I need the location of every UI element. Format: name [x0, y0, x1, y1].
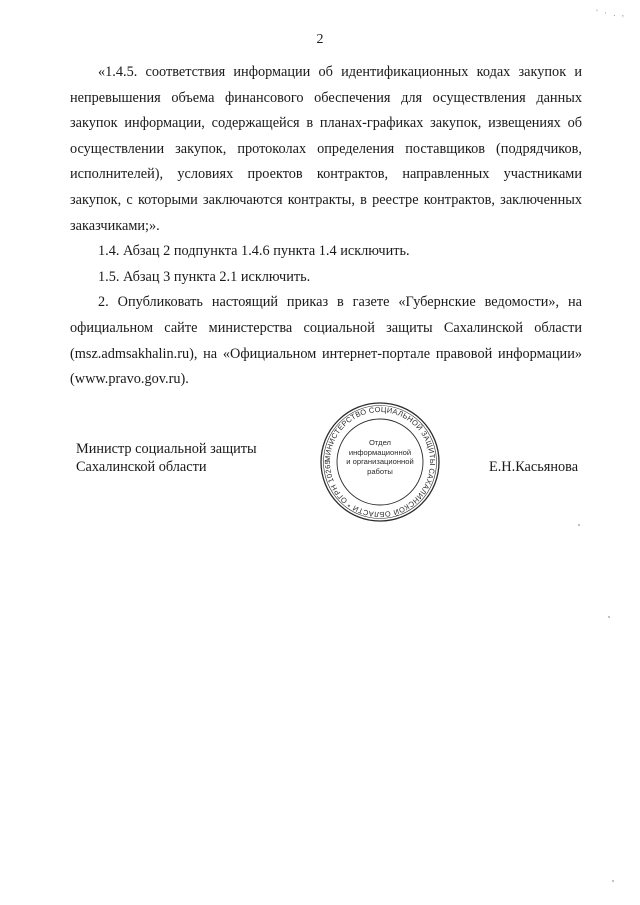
scan-speck — [608, 616, 610, 618]
paragraph-1-5: 1.5. Абзац 3 пункта 2.1 исключить. — [98, 268, 311, 285]
scan-speck — [578, 524, 580, 526]
stamp-ring-text: МИНИСТЕРСТВО СОЦИАЛЬНОЙ ЗАЩИТЫ САХАЛИНСКОЙ ОБЛАСТИ * ОГРН 10265 — [322, 404, 438, 520]
signer-position-line-2: Сахалинской области — [76, 459, 207, 475]
document-body — [70, 60, 582, 393]
paragraph-2: 2. Опубликовать настоящий приказ в газете «Губернские ведомости», на официальном сайте министерства социальной защиты Сахалинской области (msz.admsakhalin.ru), на «Официальном интернет-портале правовой информации» (www.pravo.gov.ru). — [70, 294, 582, 388]
page-number: 2 — [316, 32, 324, 47]
scan-speck — [612, 880, 614, 882]
corner-marks: ' · . , — [596, 8, 626, 18]
paragraph-1-4: 1.4. Абзац 2 подпункта 1.4.6 пункта 1.4 исключить. — [98, 243, 410, 260]
stamp-inner-text — [340, 438, 420, 476]
stamp-inner-line-4: работы — [367, 466, 393, 476]
stamp-inner-line-2: информационной — [348, 447, 412, 457]
stamp-inner-line-3: и организационной — [346, 457, 414, 466]
signer-name: Е.Н.Касьянова — [489, 459, 579, 475]
official-stamp — [318, 400, 442, 524]
stamp-inner-line-1: Отдел — [369, 438, 391, 447]
signer-position — [76, 440, 257, 476]
paragraph-1-4-5: «1.4.5. соответствия информации об идентификационных кодах закупок и непревышения объема финансового обеспечения для осуществления данных закупок информации, содержащейся в планах-графиках закупок, извещениях об осуществлении закупок, протоколах определения поставщиков (подрядчиков, исполнителей), условиях проектов контрактов, направленных участниками закупок, с которыми заключаются контракты, в реестре контрактов, заключенных заказчиками;». — [70, 64, 582, 234]
signer-position-line-1: Министр социальной защиты — [76, 441, 257, 457]
